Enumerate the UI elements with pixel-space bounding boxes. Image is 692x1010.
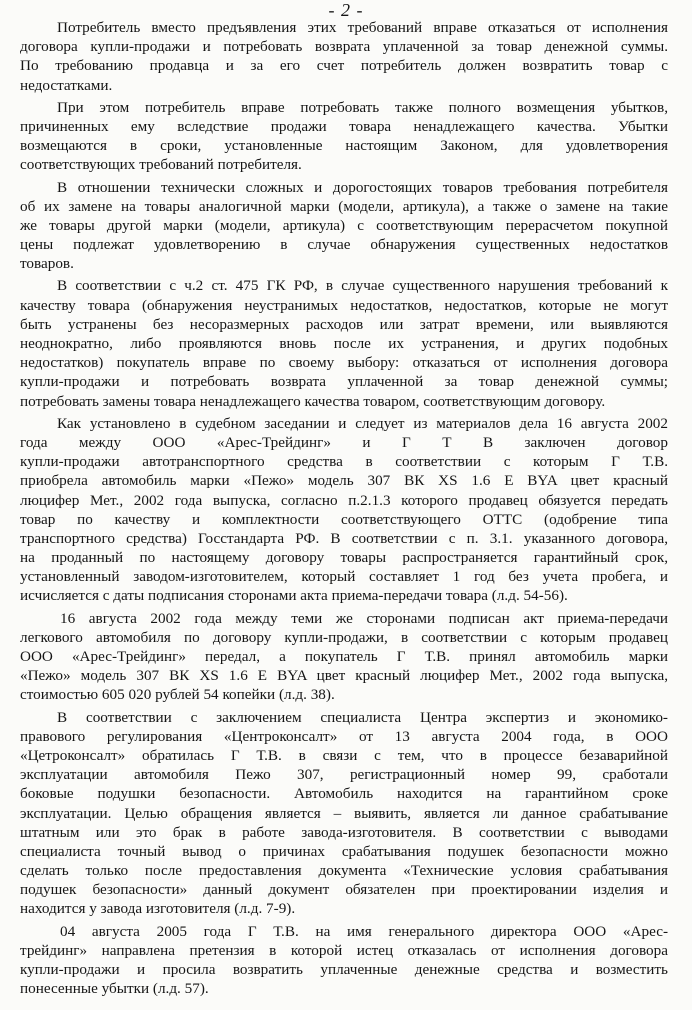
paragraph-line: В отношении технически сложных и дорогостоящих товаров требования потребителя [57, 178, 668, 196]
paragraph-line: эксплуатации. Целью обращения является – выявить, является ли данное срабатывание [20, 804, 668, 822]
paragraph-line: 16 августа 2002 года между теми же сторонами подписан акт приема-передачи [60, 609, 668, 627]
paragraph-line: же товары другой марки (модели, артикула) с соответствующим перерасчетом покупной [20, 216, 668, 234]
paragraph-line: По требованию продавца и за его счет потребитель должен возвратить товар с [20, 57, 668, 75]
paragraph-line: транспортного средства) Госстандарта РФ. В соответствии с п. 3.1. указанного договора, [20, 529, 668, 547]
paragraph-line: В соответствии с ч.2 ст. 475 ГК РФ, в случае существенного нарушения требований к [57, 277, 668, 295]
paragraph-line: потребовать замены товара ненадлежащего качества товаром, соответствующим договору. [20, 392, 606, 410]
paragraph-line: неоднократно, либо проявляются вновь после их устранения, и других подобных [20, 335, 668, 352]
paragraph-line: недостатками. [20, 76, 113, 94]
paragraph-line: Потребитель вместо предъявления этих требований вправе отказаться от исполнения [57, 19, 668, 36]
paragraph-line: специалиста точный вывод о причинах срабатывания подушек безопасности можно [20, 842, 668, 860]
paragraph-line: стоимостью 605 020 рублей 54 копейки (л.д. 38). [20, 686, 335, 704]
paragraph-line: недостатков) покупатель вправе по своему выбору: отказаться от исполнения договора [20, 354, 668, 372]
paragraph-line: приобрела автомобиль марки «Пежо» модель 307 ВК XS 1.6 Е ВYA цвет красный [20, 472, 668, 490]
paragraph-line: понесенные убытки (л.д. 57). [20, 980, 209, 998]
paragraph-line: быть устранены без несоразмерных расходов или затрат времени, или выявляются [20, 315, 668, 333]
paragraph-line: «Пежо» модель 307 ВК XS 1.6 Е ВYA цвет красный люцифер Мет., 2002 года выпуска, [20, 667, 668, 685]
paragraph-line: В соответствии с заключением специалиста Центра экспертиз и экономико- [57, 708, 668, 726]
paragraph [20, 609, 668, 705]
paragraph-line: цены подлежат удовлетворению в случае обнаружения существенных недостатков [20, 236, 668, 254]
paragraph-line: товаров. [20, 255, 74, 273]
paragraph-line: эксплуатации автомобиля Пежо 307, регистрационный номер 99, сработали [20, 766, 668, 784]
page-number: - 2 - [328, 0, 364, 20]
paragraph-line: 04 августа 2005 года Г Т.В. на имя генерального директора ООО «Арес- [60, 922, 668, 940]
paragraph-line: купли-продажи и потребовать возврата уплаченной за товар денежной суммы; [20, 373, 668, 391]
paragraph-line: люцифер Мет., 2002 года выпуска, согласно п.2.1.3 которого продавец обязуется передать [20, 491, 668, 509]
paragraph-line: боковые подушки безопасности. Автомобиль находится на гарантийном сроке [20, 785, 668, 803]
paragraph-line: трейдинг» направлена претензия в которой истец отказалась от исполнения договора [20, 941, 668, 959]
paragraph-line: на проданный по настоящему договору товары распространяется гарантийный срок, [20, 549, 668, 567]
paragraph-line: подушек безопасности» данный документ обязателен при проектировании изделия и [20, 881, 668, 899]
paragraph-line: При этом потребитель вправе потребовать также полного возмещения убытков, [57, 98, 668, 116]
paragraph-line: исчисляется с даты подписания сторонами акта приема-передачи товара (л.д. 54-56). [20, 587, 568, 605]
paragraph [20, 922, 668, 999]
paragraph-line: возмещаются в сроки, установленные настоящим Законом, для удовлетворения [20, 137, 668, 155]
paragraph-line: находится у завода изготовителя (л.д. 7-9). [20, 900, 296, 918]
paragraph [20, 98, 668, 175]
paragraph [20, 276, 668, 410]
paragraph-line: Как установлено в судебном заседании и следует из материалов дела 16 августа 2002 [57, 414, 668, 432]
paragraph-line: «Цетроконсалт» обратилась Г Т.В. в связи с тем, что в процессе безаварийной [20, 746, 668, 764]
paragraph-line: сделать только после предоставления документа «Технические условия срабатывания [20, 862, 668, 880]
paragraph-line: качеству товара (обнаружения неустранимых недостатков, недостатков, которые не могут [20, 296, 668, 314]
paragraph [20, 178, 668, 274]
paragraph-line: купли-продажи автотранспортного средства в соответствии с которым Г Т.В. [20, 453, 668, 471]
paragraph-line: соответствующих требований потребителя. [20, 156, 302, 174]
paragraph-line: об их замене на товары аналогичной марки (модели, артикула), а также о замене на такие [20, 197, 668, 215]
paragraph [20, 414, 668, 606]
document-body [20, 18, 668, 1001]
paragraph [20, 18, 668, 95]
paragraph-line: легкового автомобиля по договору купли-продажи, в соответствии с которым продавец [20, 628, 668, 646]
paragraph-line: причиненных ему вследствие продажи товара ненадлежащего качества. Убытки [20, 117, 668, 135]
paragraph-line: договора купли-продажи и потребовать возврата уплаченной за товар денежной суммы. [20, 38, 668, 56]
paragraph-line: года между ООО «Арес-Трейдинг» и Г Т В заключен договор [20, 433, 668, 451]
paragraph-line: ООО «Арес-Трейдинг» передал, а покупатель Г Т.В. принял автомобиль марки [20, 648, 668, 665]
paragraph-line: правового регулирования «Центроконсалт» от 13 августа 2004 года, в ООО [20, 727, 668, 745]
paragraph-line: штатным или это брак в работе завода-изготовителя. В соответствии с выводами [20, 823, 668, 841]
paragraph [20, 708, 668, 919]
paragraph-line: товар по качеству и комплектности соответствующего ОТТС (одобрение типа [20, 510, 668, 528]
paragraph-line: купли-продажи и просила возвратить уплаченные денежные средства и возместить [20, 961, 668, 978]
paragraph-line: установленный заводом-изготовителем, который составляет 1 год без учета пробега, и [20, 568, 668, 586]
